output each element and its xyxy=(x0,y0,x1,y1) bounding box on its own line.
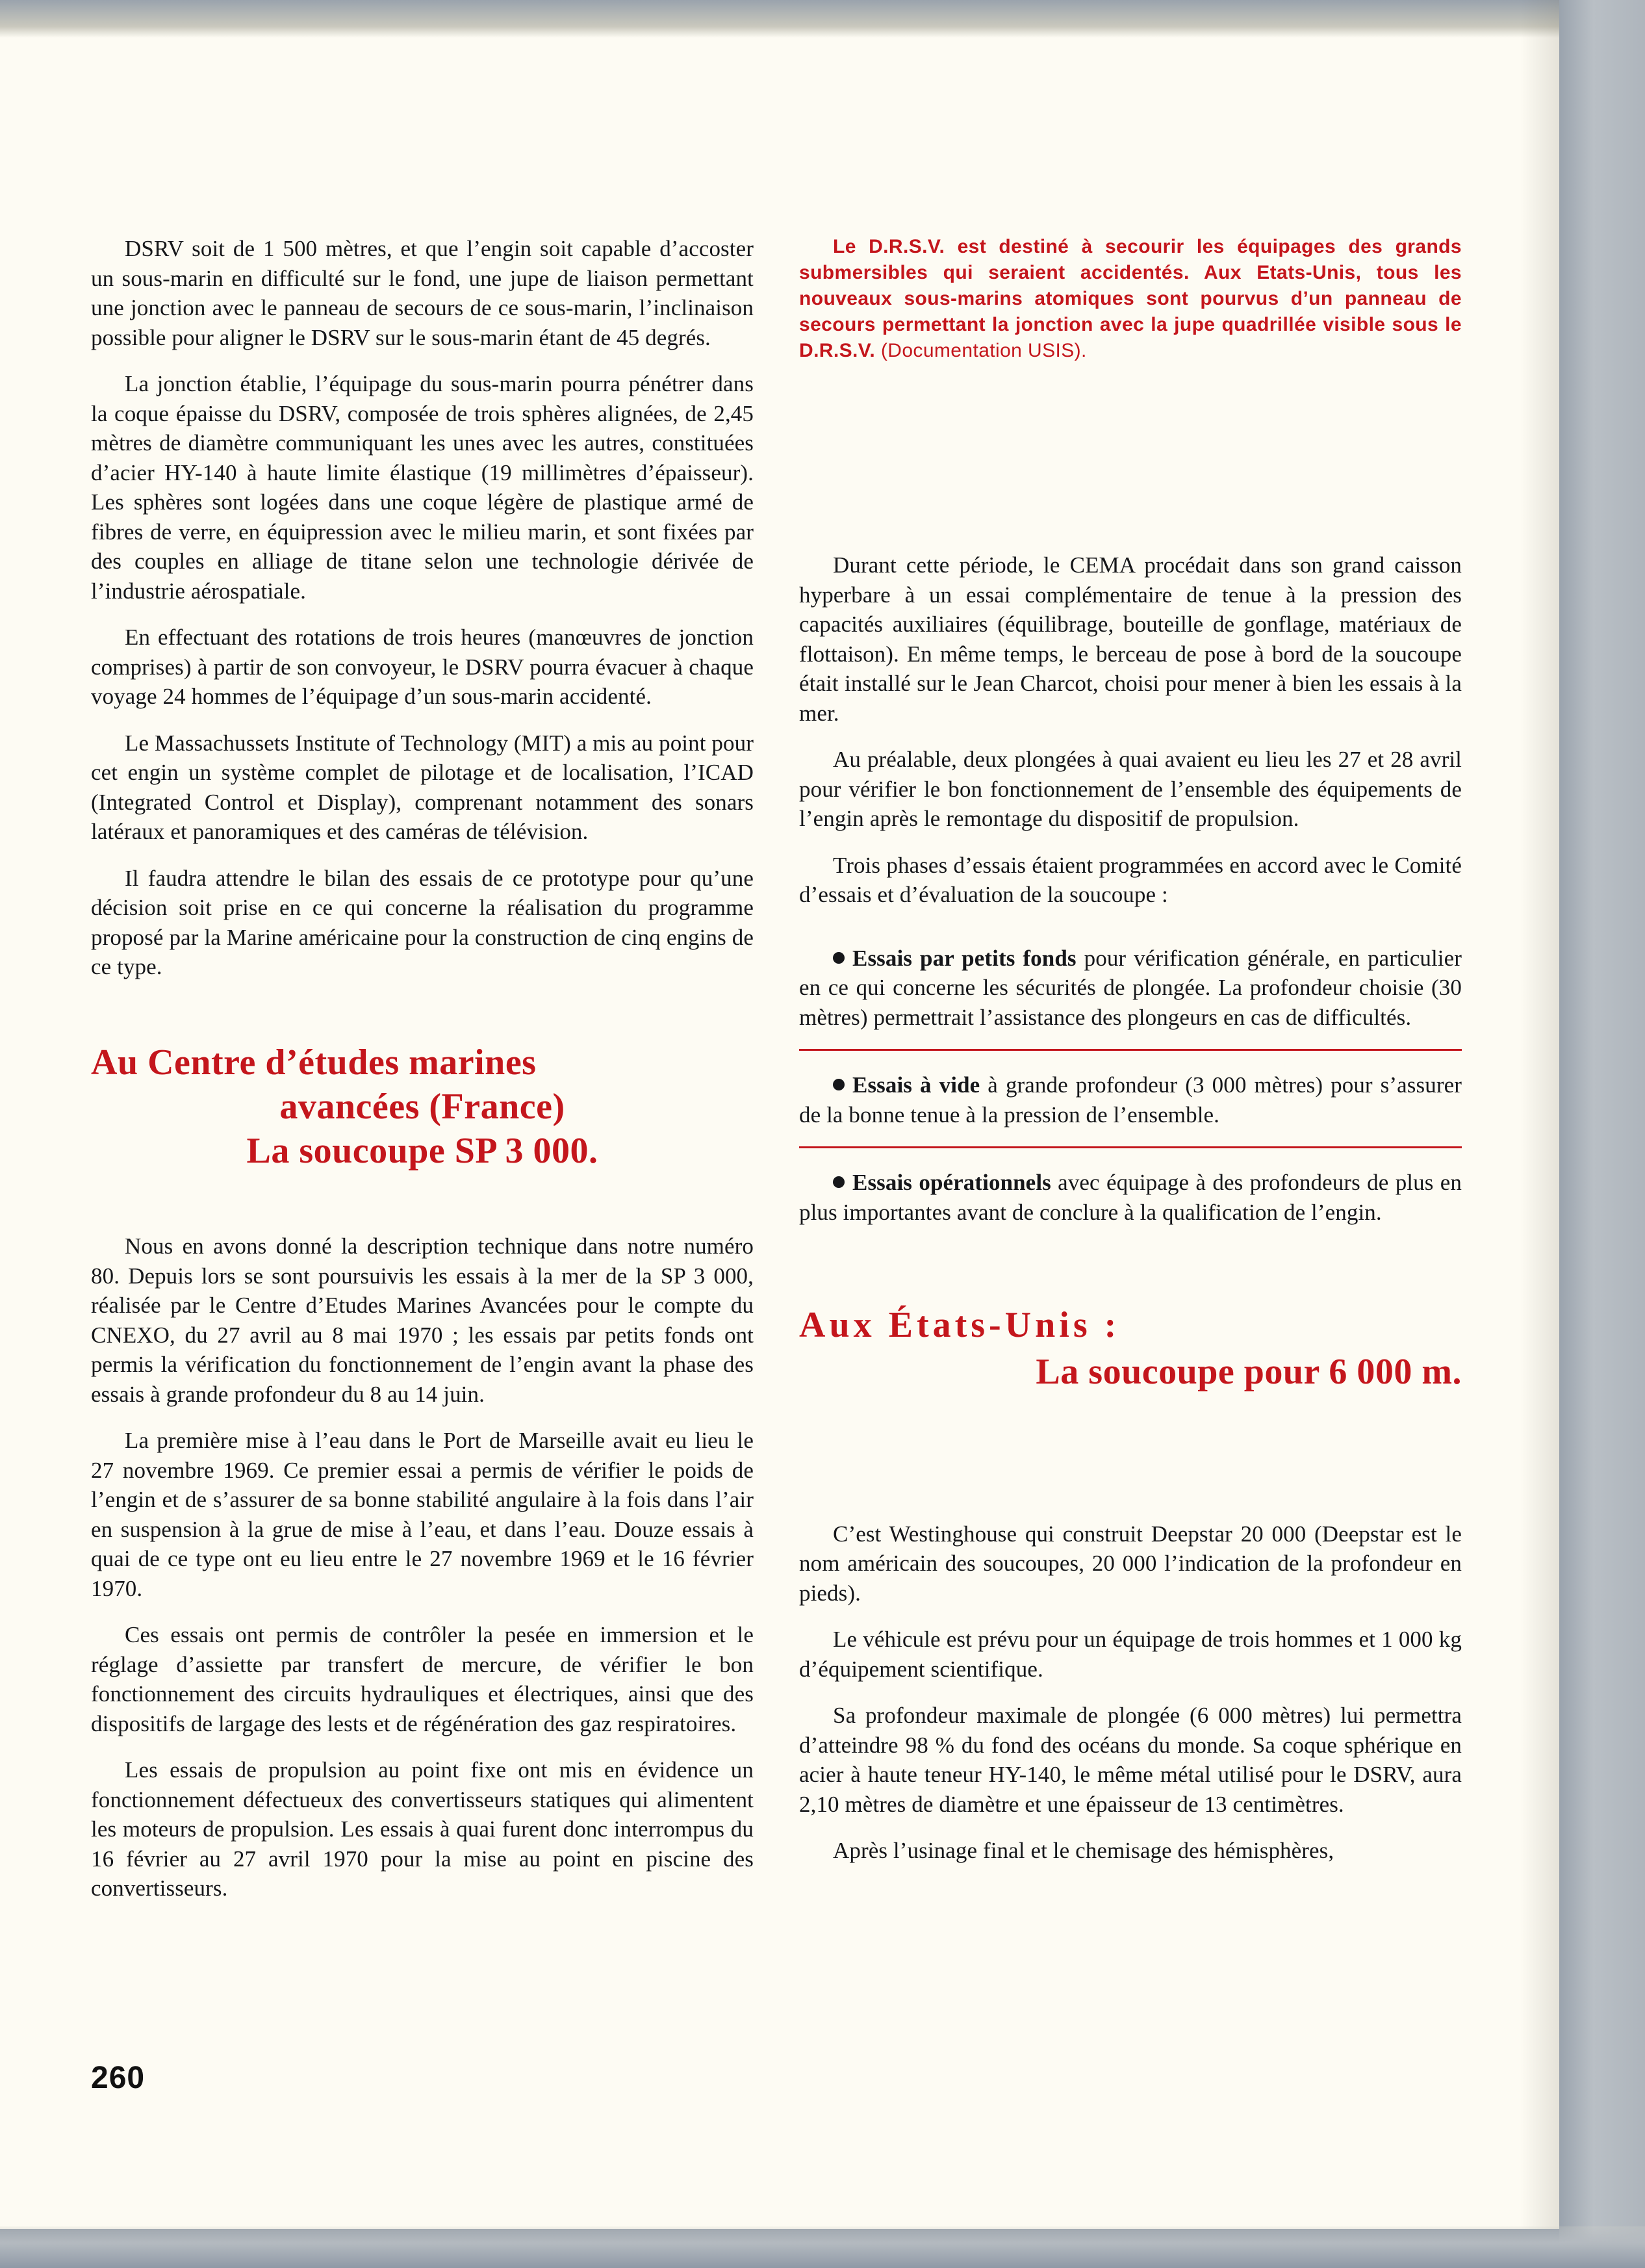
paragraph: La jonction établie, l’équipage du sous-marin pourra pénétrer dans la coque épaisse du DSRV, composée de trois sphères alignées, de 2,45 mètres de diamètre communiquant les unes avec les autres, constituées d’acier HY-140 à haute limite élastique (19 millimètres d’épaisseur). Les sphères sont logées dans une coque légère de plastique armé de fibres de verre, en équipression avec le milieu marin, et sont fixées par des couples en alliage de titane selon une technologie dérivée de l’industrie aérospatiale. xyxy=(91,371,754,604)
bullet-item xyxy=(799,1168,1462,1227)
paragraph: Nous en avons donné la description technique dans notre numéro 80. Depuis lors se sont poursuivis les essais à la mer de la SP 3 000, réalisée par le Centre d’Etudes Marines Avancées pour le compte du CNEXO, du 27 avril au 8 mai 1970 ; les essais par petits fonds ont permis la vérification du fonctionnement de l’engin avant la phase des essais à grande profondeur du 8 au 14 juin. xyxy=(91,1233,754,1407)
paragraph: C’est Westinghouse qui construit Deepstar 20 000 (Deepstar est le nom américain des soucoupes, 20 000 l’indication de la profondeur en pieds). xyxy=(799,1521,1462,1606)
bullet-dot-icon xyxy=(833,1079,845,1090)
bullet-dot-icon xyxy=(833,952,845,964)
page-top-edge xyxy=(0,0,1559,38)
bullet-dot-icon xyxy=(833,1176,845,1188)
paragraph: Sa profondeur maximale de plongée (6 000 mètres) lui permettra d’atteindre 98 % du fond des océans du monde. Sa coque sphérique en acier à haute teneur HY-140, le même métal utilisé pour le DSRV, aura 2,10 mètres de diamètre et une épaisseur de 13 centimètres. xyxy=(799,1703,1462,1817)
paragraph: En effectuant des rotations de trois heures (manœuvres de jonction comprises) à partir de son convoyeur, le DSRV pourra évacuer à chaque voyage 24 hommes de l’équipage d’un sous-marin accidenté. xyxy=(91,625,754,709)
spacer xyxy=(91,1202,754,1231)
heading-line-1: Au Centre d’études marines xyxy=(91,1042,537,1083)
divider-rule xyxy=(799,1146,1462,1148)
bullet-text: à grande profondeur (3 000 mètres) pour s’assurer de la bonne tenue à la pression de l’ensemble. xyxy=(799,1072,1462,1128)
paragraph: Le véhicule est prévu pour un équipage de trois hommes et 1 000 kg d’équipement scientifique. xyxy=(799,1627,1462,1682)
bullet-item xyxy=(799,1070,1462,1129)
bullet-text: pour vérification générale, en particulier en ce qui concerne les sécurités de plongée. La profondeur choisie (30 mètres) permettrait l’assistance des plongeurs en cas de difficultés. xyxy=(799,945,1462,1030)
bullet-lead: Essais à vide xyxy=(852,1072,980,1098)
page-bottom-edge xyxy=(0,2226,1645,2268)
paragraph: Ces essais ont permis de contrôler la pesée en immersion et le réglage d’assiette par transfert de mercure, de vérifier le bon fonctionnement des circuits hydrauliques et électriques, ainsi que des dispositifs de largage des lests et de régénération des gaz respiratoires. xyxy=(91,1622,754,1736)
spacer xyxy=(799,1422,1462,1519)
page-content xyxy=(91,234,1462,2054)
left-column xyxy=(91,234,754,1920)
section-heading-soucoupe-sp3000 xyxy=(91,1040,754,1174)
bullet-lead: Essais opérationnels xyxy=(852,1170,1051,1196)
heading-line-2: avancées (France) xyxy=(279,1086,565,1127)
bullet-lead: Essais par petits fonds xyxy=(852,945,1077,971)
caption-credit: (Documentation USIS). xyxy=(880,339,1087,361)
photo-placeholder xyxy=(799,363,1462,537)
bullet-text: avec équipage à des profondeurs de plus en plus importantes avant de conclure à la qualification de l’engin. xyxy=(799,1170,1462,1225)
divider-rule xyxy=(799,1049,1462,1051)
spacer xyxy=(91,999,754,1040)
page-number: 260 xyxy=(91,2061,146,2095)
paragraph: Au préalable, deux plongées à quai avaient eu lieu les 27 et 28 avril pour vérifier le bon fonctionnement de l’ensemble des équipements de l’engin après le remontage du dispositif de propulsion. xyxy=(799,747,1462,832)
paragraph: Après l’usinage final et le chemisage des hémisphères, xyxy=(833,1838,1334,1864)
paragraph: Il faudra attendre le bilan des essais de ce prototype pour qu’une décision soit prise en ce qui concerne la réalisation du programme proposé par la Marine américaine pour la construction de cinq engins de ce type. xyxy=(91,865,754,979)
caption-text: Le D.R.S.V. est destiné à secourir les équipages des grands submersibles qui seraient accidentés. Aux Etats-Unis, tous les nouveaux sous-marins atomiques sont pourvus d’un panneau de secours permettant la jonction avec la jupe quadrillée visible sous le D.R.S.V. xyxy=(799,236,1462,361)
paragraph: DSRV soit de 1 500 mètres, et que l’engin soit capable d’accoster un sous-marin en difficulté sur le fond, une jupe de liaison permettant une jonction avec le panneau de secours de ce sous-marin, l’inclinaison possible pour aligner le DSRV sur le sous-marin étant de 45 degrés. xyxy=(91,236,754,350)
heading-line-2: La soucoupe pour 6 000 m. xyxy=(1036,1352,1462,1393)
photo-caption xyxy=(799,234,1462,363)
paragraph: Durant cette période, le CEMA procédait dans son grand caisson hyperbare à un essai complémentaire de tenue à la pression des capacités auxiliaires (équilibrage, bouteille de gonflage, matériaux de flottaison). En même temps, le berceau de pose à bord de la soucoupe était installé sur le Jean Charcot, choisi pour mener à bien les essais à la mer. xyxy=(799,552,1462,726)
spacer xyxy=(799,1244,1462,1302)
right-column xyxy=(799,234,1462,1883)
heading-line-1: Aux États-Unis : xyxy=(799,1305,1121,1346)
paragraph: Les essais de propulsion au point fixe ont mis en évidence un fonctionnement défectueux des convertisseurs statiques qui alimentent les moteurs de propulsion. Les essais à quai furent donc interrompus du 16 février au 27 avril 1970 pour la mise au point en piscine des convertisseurs. xyxy=(91,1757,754,1901)
paragraph: Le Massachussets Institute of Technology (MIT) a mis au point pour cet engin un système complet de pilotage et de localisation, l’ICAD (Integrated Control et Display), comprenant notamment des sonars latéraux et panoramiques et des caméras de télévision. xyxy=(91,730,754,844)
paragraph: Trois phases d’essais étaient programmées en accord avec le Comité d’essais et d’évaluation de la soucoupe : xyxy=(799,852,1462,908)
paragraph: La première mise à l’eau dans le Port de Marseille avait eu lieu le 27 novembre 1969. Ce premier essai a permis de vérifier le poids de l’engin et de s’assurer de sa bonne stabilité angulaire à la fois dans l’air en suspension à la grue de mise à l’eau, et dans l’eau. Douze essais à quai de ce type ont eu lieu entre le 27 novembre 1969 et le 16 février 1970. xyxy=(91,1428,754,1601)
book-gutter xyxy=(1559,0,1645,2268)
heading-line-3: La soucoupe SP 3 000. xyxy=(246,1131,598,1172)
spacer xyxy=(799,927,1462,944)
bullet-item xyxy=(799,944,1462,1033)
section-heading-etats-unis xyxy=(799,1302,1462,1395)
